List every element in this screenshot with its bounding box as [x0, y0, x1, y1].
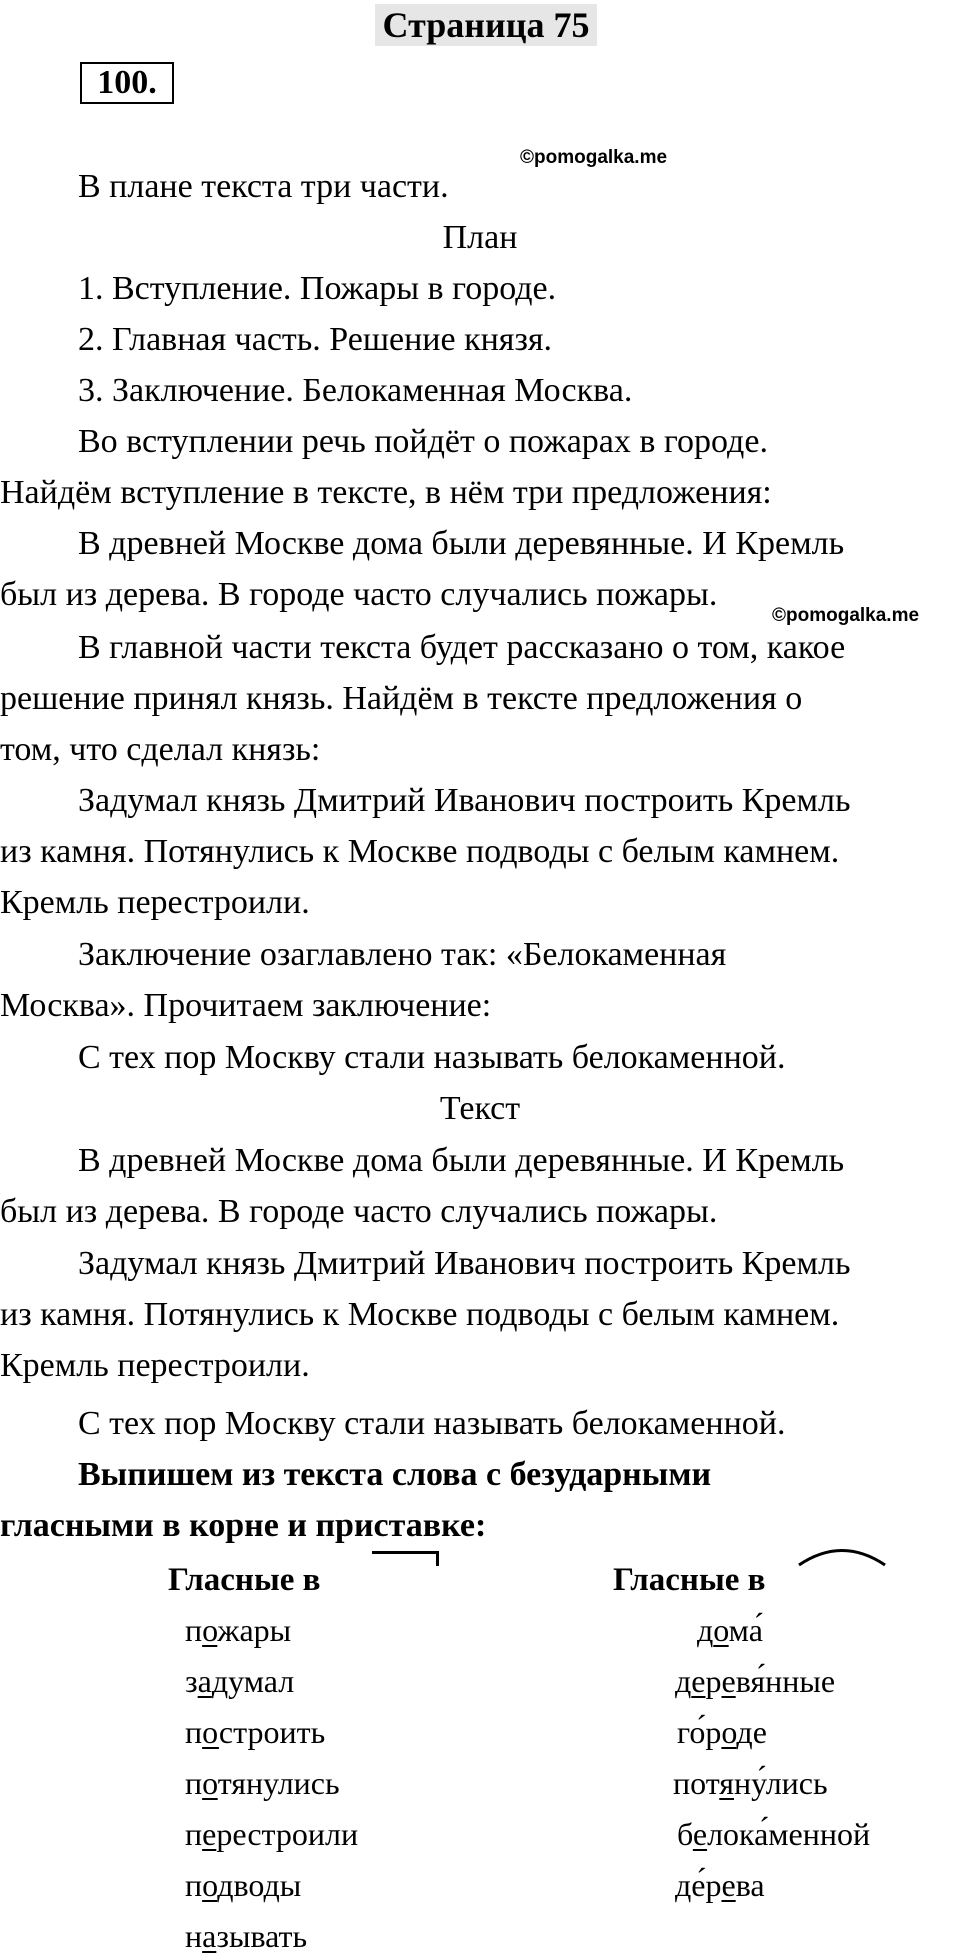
root-header-label: Гласные в — [613, 1562, 766, 1598]
text-line: В главной части текста будет рассказано о том, какое — [78, 629, 846, 666]
watermark: ©pomogalka.me — [772, 605, 920, 626]
word-item — [185, 1712, 325, 1752]
text-line: Задумал князь Дмитрий Иванович построить Кремль — [78, 782, 851, 819]
word-part: жары — [217, 1612, 292, 1648]
word-item — [675, 1661, 835, 1701]
word-part: ну́лись — [733, 1765, 828, 1801]
word-part: дводы — [217, 1867, 302, 1903]
prefix-header-label: Гласные в — [168, 1562, 321, 1598]
word-item — [697, 1610, 763, 1650]
unstressed-vowel: о — [202, 1714, 219, 1750]
unstressed-vowel: а — [197, 1663, 212, 1699]
plan-item: 3. Заключение. Белокаменная Москва. — [78, 372, 633, 409]
text-line: был из дерева. В городе часто случались пожары. — [0, 1193, 718, 1230]
text-line: В древней Москве дома были деревянные. И Кремль — [78, 1142, 845, 1179]
plan-item: 1. Вступление. Пожары в городе. — [78, 270, 557, 307]
word-part: тянулись — [217, 1765, 340, 1801]
word-item — [673, 1763, 828, 1803]
word-part: зывать — [216, 1918, 308, 1954]
word-item — [185, 1814, 358, 1854]
word-part: пот — [673, 1765, 720, 1801]
unstressed-vowel: о — [721, 1714, 737, 1750]
unstressed-vowel: е — [721, 1867, 736, 1903]
word-part: н — [185, 1918, 203, 1954]
word-part: п — [185, 1714, 203, 1750]
text-line: решение принял князь. Найдём в тексте предложения о — [0, 680, 803, 717]
word-part: д — [675, 1663, 692, 1699]
text-line: Задумал князь Дмитрий Иванович построить Кремль — [78, 1245, 851, 1282]
word-item — [675, 1865, 765, 1905]
word-part: де́р — [675, 1867, 722, 1903]
word-part: рестроили — [216, 1816, 359, 1852]
word-item — [185, 1865, 301, 1905]
word-item — [185, 1763, 340, 1803]
word-part: д — [697, 1612, 714, 1648]
word-part: строить — [218, 1714, 326, 1750]
text-line: С тех пор Москву стали называть белокаменной. — [78, 1405, 786, 1442]
unstressed-vowel: о — [202, 1765, 218, 1801]
word-part: думал — [211, 1663, 295, 1699]
word-part: вя́нные — [735, 1663, 836, 1699]
word-item — [185, 1661, 294, 1701]
text-heading: Текст — [439, 1090, 521, 1127]
unstressed-vowel: о — [713, 1612, 729, 1648]
plan-item: 2. Главная часть. Решение князя. — [78, 321, 553, 358]
unstressed-vowel: о — [202, 1867, 218, 1903]
text-line: С тех пор Москву стали называть белокаменной. — [78, 1039, 786, 1076]
unstressed-vowel: е — [202, 1816, 217, 1852]
text-line: В плане текста три части. — [78, 168, 449, 205]
word-part: го́р — [677, 1714, 722, 1750]
root-column-header — [613, 1560, 765, 1600]
word-item — [677, 1814, 870, 1854]
unstressed-vowel: а — [202, 1918, 217, 1954]
watermark: ©pomogalka.me — [520, 147, 668, 168]
unstressed-vowel: о — [202, 1612, 218, 1648]
task-line: Выпишем из текста слова с безударными — [78, 1456, 712, 1493]
word-part: ма́ — [728, 1612, 763, 1648]
unstressed-vowel: е — [692, 1816, 708, 1852]
word-part: лока́менной — [707, 1816, 871, 1852]
word-part: р — [705, 1663, 722, 1699]
text-line: из камня. Потянулись к Москве подводы с белым камнем. — [0, 833, 840, 870]
page-title: Страница 75 — [375, 4, 597, 46]
prefix-symbol-icon — [372, 1551, 439, 1566]
unstressed-vowel: я — [719, 1765, 734, 1801]
unstressed-vowel: е — [691, 1663, 706, 1699]
word-part: з — [185, 1663, 198, 1699]
text-line: Найдём вступление в тексте, в нём три предложения: — [0, 474, 772, 511]
task-line: гласными в корне и приставке: — [0, 1507, 487, 1544]
word-part: де — [736, 1714, 767, 1750]
text-line: из камня. Потянулись к Москве подводы с белым камнем. — [0, 1296, 840, 1333]
word-part: п — [185, 1867, 203, 1903]
root-symbol-icon — [796, 1544, 888, 1568]
text-line: В древней Москве дома были деревянные. И Кремль — [78, 525, 845, 562]
word-item — [677, 1712, 767, 1752]
text-line: был из дерева. В городе часто случались пожары. — [0, 576, 718, 613]
plan-heading: План — [442, 219, 518, 256]
text-line: Москва». Прочитаем заключение: — [0, 987, 492, 1024]
word-item — [185, 1610, 291, 1650]
text-line: Заключение озаглавлено так: «Белокаменная — [78, 936, 727, 973]
unstressed-vowel: е — [721, 1663, 736, 1699]
prefix-column-header — [168, 1560, 320, 1600]
exercise-number: 100. — [80, 62, 174, 104]
word-part: п — [185, 1765, 203, 1801]
text-line: Кремль перестроили. — [0, 1347, 310, 1384]
text-line: Кремль перестроили. — [0, 884, 310, 921]
word-part: ва — [735, 1867, 765, 1903]
text-line: Во вступлении речь пойдёт о пожарах в городе. — [78, 423, 768, 460]
word-part: п — [185, 1816, 203, 1852]
text-line: том, что сделал князь: — [0, 731, 321, 768]
word-part: б — [677, 1816, 693, 1852]
word-item — [185, 1916, 307, 1956]
word-part: п — [185, 1612, 203, 1648]
